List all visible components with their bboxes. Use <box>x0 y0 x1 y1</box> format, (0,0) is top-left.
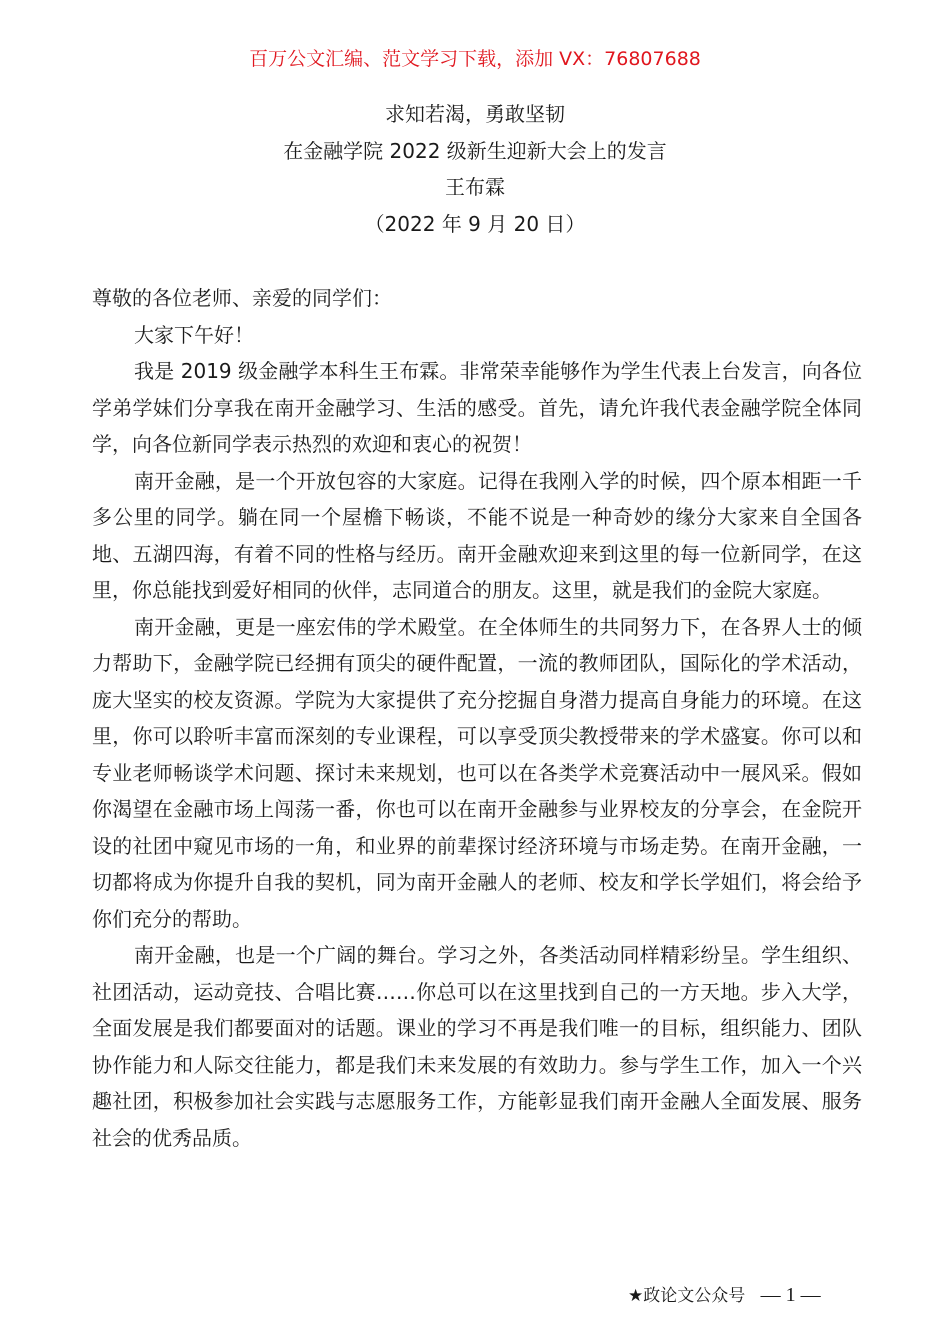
footer-source: ★政论文公众号 <box>628 1286 746 1306</box>
promo-banner: 百万公文汇编、范文学习下载，添加 VX：76807688 <box>249 48 701 70</box>
document-subtitle: 在金融学院 2022 级新生迎新大会上的发言 <box>283 138 667 163</box>
author-name: 王布霖 <box>445 175 505 199</box>
document-title: 求知若渴，勇敢坚韧 <box>385 102 565 126</box>
paragraph-family: 南开金融，是一个开放包容的大家庭。记得在我刚入学的时候，四个原本相距一千多公里的同学。躺在同一个屋檐下畅谈，不能不说是一种奇妙的缘分大家来自全国各地、五湖四海，有着不同的性格与经历。南开金融欢迎来到这里的每一位新同学，在这里，你总能找到爱好相同的伙伴，志同道合的朋友。这里，就是我们的金院大家庭。 <box>92 468 862 602</box>
paragraph-stage: 南开金融，也是一个广阔的舞台。学习之外，各类活动同样精彩纷呈。学生组织、社团活动，运动竞技、合唱比赛……你总可以在这里找到自己的一方天地。步入大学，全面发展是我们都要面对的话题。课业的学习不再是我们唯一的目标，组织能力、团队协作能力和人际交往能力，都是我们未来发展的有效助力。参与学生工作，加入一个兴趣社团，积极参加社会实践与志愿服务工作，方能彰显我们南开金融人全面发展、服务社会的优秀品质。 <box>92 943 862 1150</box>
paragraph-greeting: 大家下午好！ <box>134 322 254 347</box>
page-number: — 1 — <box>760 1284 821 1306</box>
document-body <box>92 280 862 1156</box>
paragraph-introduction: 我是 2019 级金融学本科生王布霖。非常荣幸能够作为学生代表上台发言，向各位学弟学妹们分享我在南开金融学习、生活的感受。首先，请允许我代表金融学院全体同学，向各位新同学表示热烈的欢迎和衷心的祝贺！ <box>92 359 862 456</box>
title-block <box>0 96 950 242</box>
speech-date: （2022 年 9 月 20 日） <box>364 211 586 236</box>
page-footer <box>628 1280 821 1311</box>
salutation: 尊敬的各位老师、亲爱的同学们： <box>92 286 392 310</box>
paragraph-academics: 南开金融，更是一座宏伟的学术殿堂。在全体师生的共同努力下，在各界人士的倾力帮助下，金融学院已经拥有顶尖的硬件配置，一流的教师团队，国际化的学术活动，庞大坚实的校友资源。学院为大家提供了充分挖掘自身潜力提高自身能力的环境。在这里，你可以聆听丰富而深刻的专业课程，可以享受顶尖教授带来的学术盛宴。你可以和专业老师畅谈学术问题、探讨未来规划，也可以在各类学术竞赛活动中一展风采。假如你渴望在金融市场上闯荡一番，你也可以在南开金融参与业界校友的分享会，在金院开设的社团中窥见市场的一角，和业界的前辈探讨经济环境与市场走势。在南开金融，一切都将成为你提升自我的契机，同为南开金融人的老师、校友和学长学姐们，将会给予你们充分的帮助。 <box>92 614 862 931</box>
